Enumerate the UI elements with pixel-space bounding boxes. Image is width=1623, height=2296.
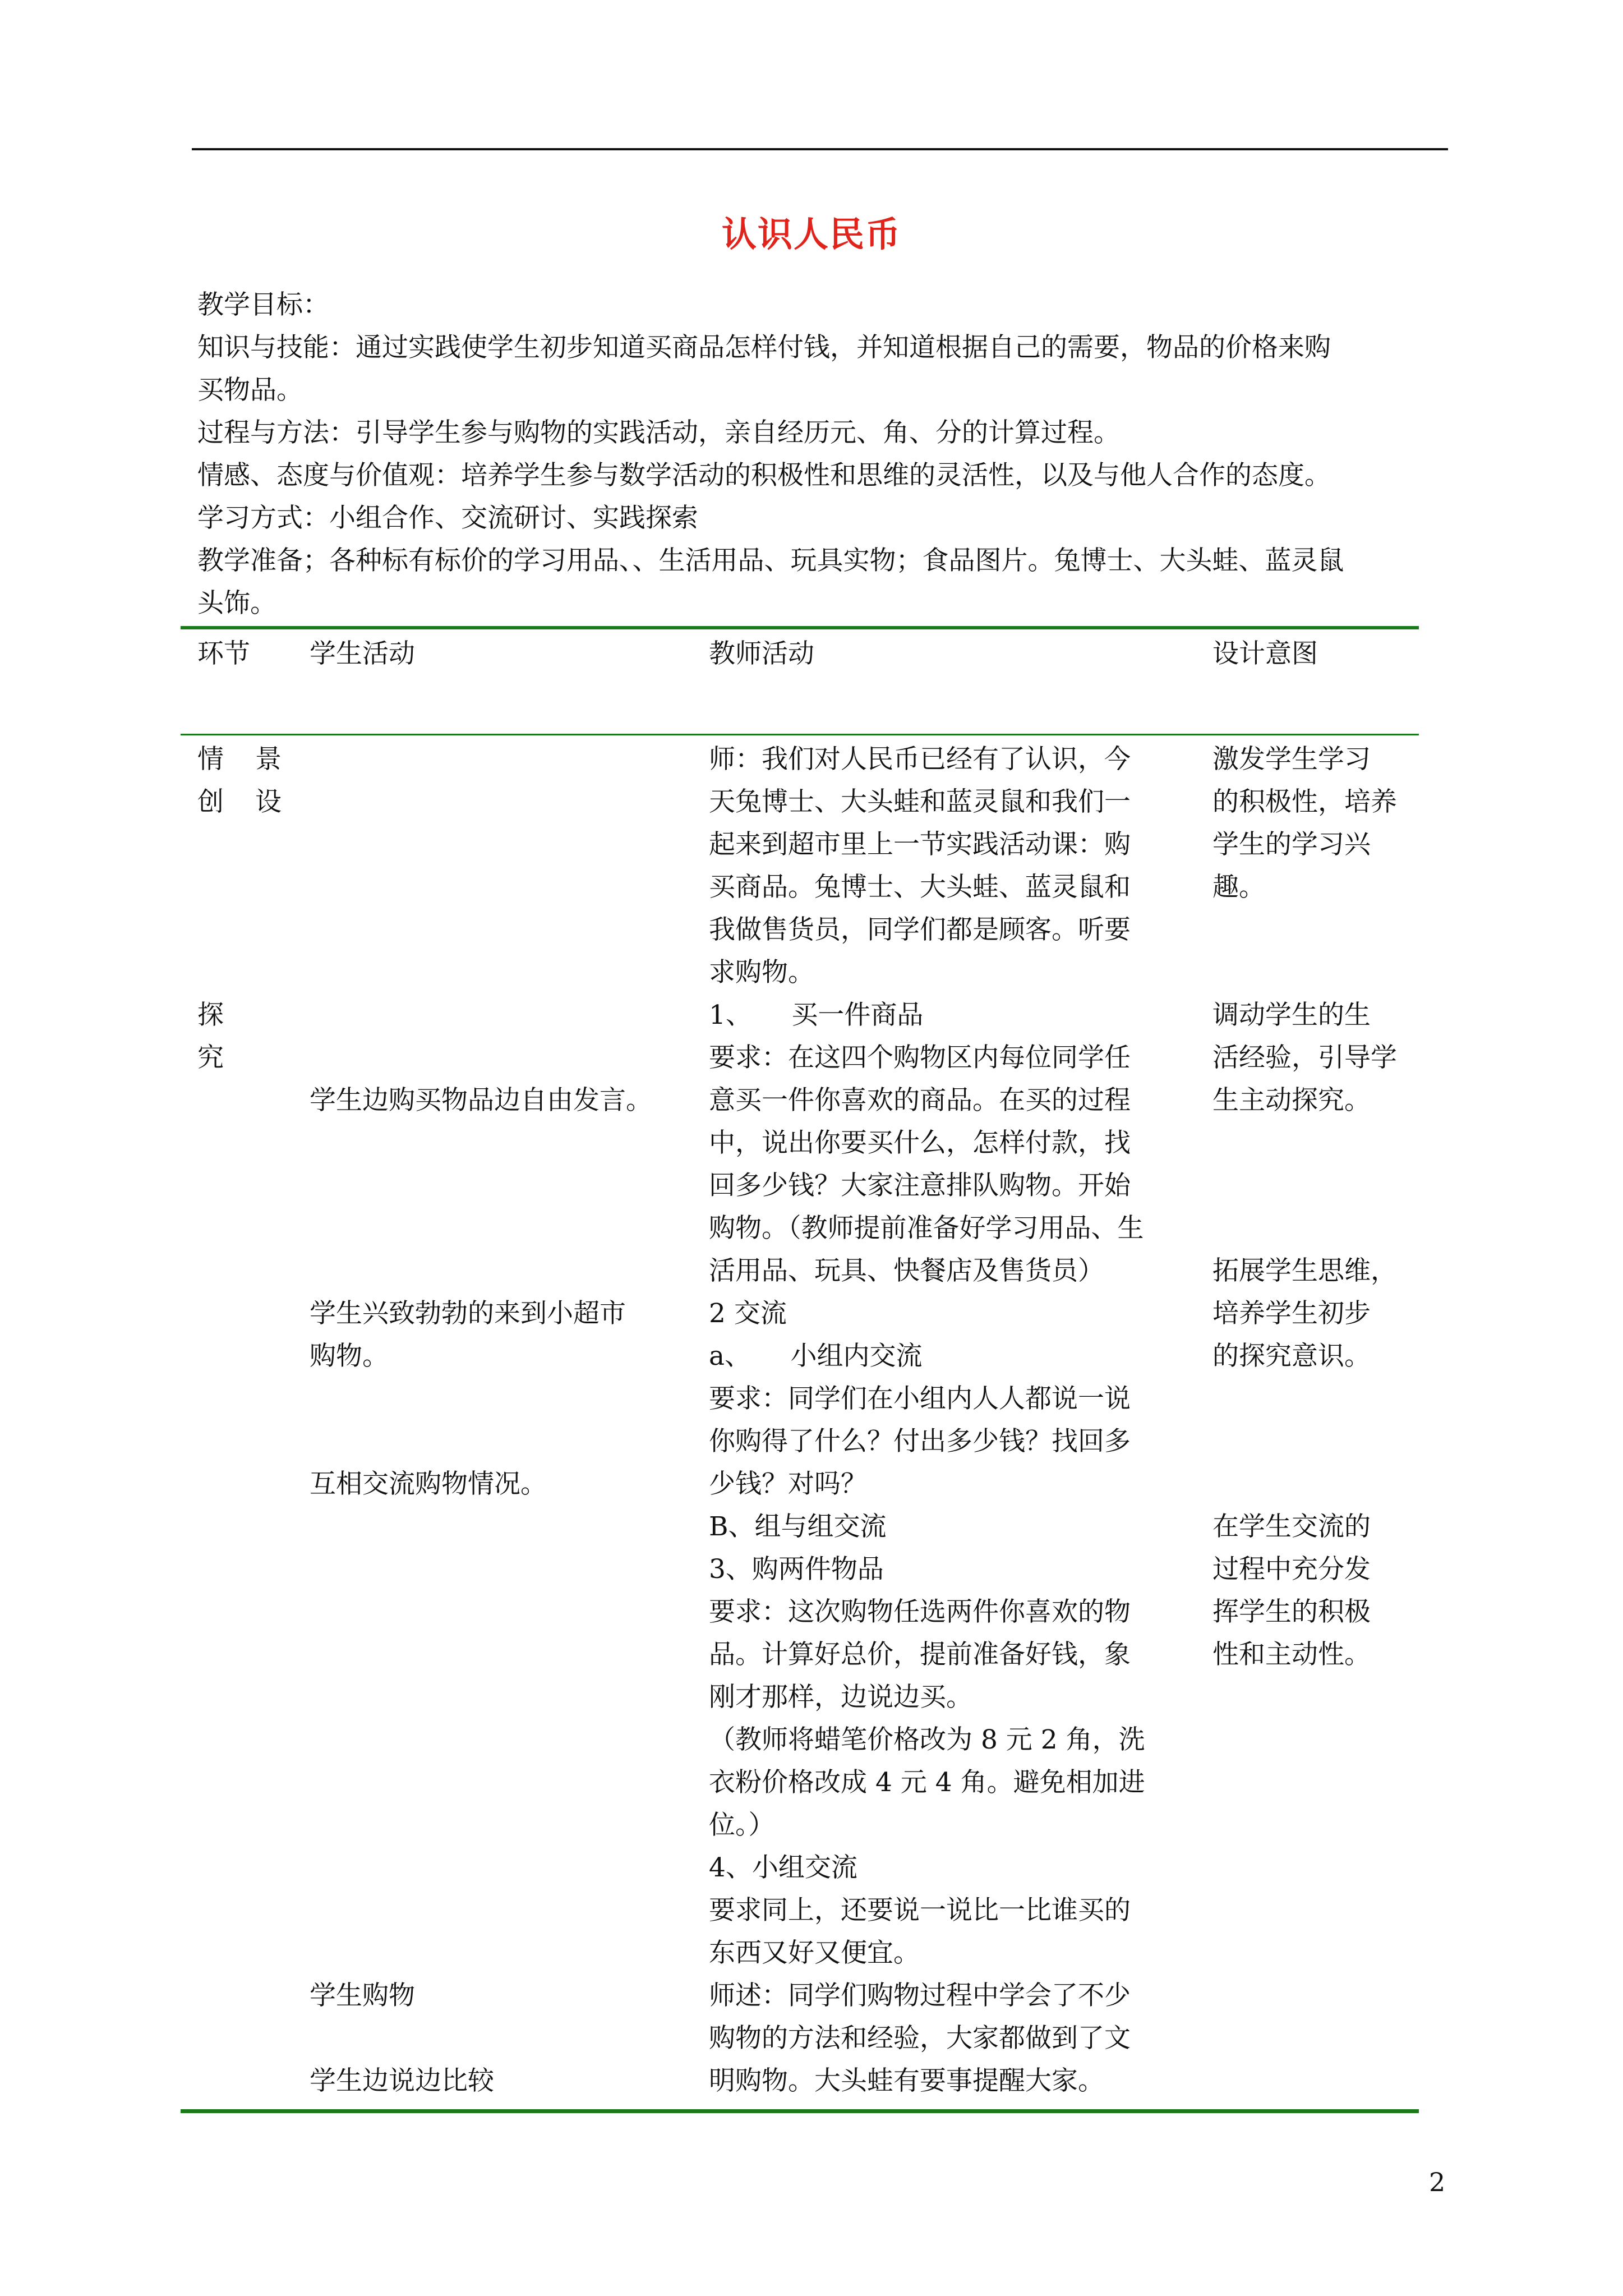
student-activity-line: 购物。 [310, 1341, 389, 1372]
student-activity [310, 1975, 702, 2017]
design-intent [1212, 738, 1409, 909]
design-intent-line: 拓展学生思维， [1212, 1255, 1397, 1286]
student-activity [310, 1463, 702, 1506]
design-intent [1212, 1250, 1409, 1378]
teacher-activity-line: 要求：这次购物任选两件你喜欢的物 [709, 1596, 1131, 1627]
teacher-activity-line: 你购得了什么？付出多少钱？找回多 [709, 1426, 1131, 1457]
intro-line: 过程与方法：引导学生参与购物的实践活动，亲自经历元、角、分的计算过程。 [197, 417, 1120, 448]
teacher-activity-line: 购物的方法和经验，大家都做到了文 [709, 2023, 1131, 2054]
stage-label: 创 设 [197, 786, 282, 817]
header-stage: 环节 [197, 638, 250, 669]
header-rule [192, 148, 1448, 150]
student-activity [310, 1292, 702, 1378]
design-intent-line: 生主动探究。 [1212, 1085, 1371, 1116]
stage-label: 情 景 [197, 744, 282, 775]
header-design-intent: 设计意图 [1212, 638, 1318, 669]
teacher-activity-line: （教师将蜡笔价格改为 8 元 2 角，洗 [709, 1724, 1145, 1755]
table-bottom-rule [181, 2109, 1419, 2113]
design-intent-line: 活经验，引导学 [1212, 1042, 1397, 1073]
design-intent-line: 激发学生学习 [1212, 744, 1371, 775]
table-header-rule [181, 734, 1419, 735]
intro-line: 知识与技能：通过实践使学生初步知道买商品怎样付钱，并知道根据自己的需要，物品的价格来购 [197, 332, 1331, 363]
teacher-activity-line: 要求：在这四个购物区内每位同学任 [709, 1042, 1131, 1073]
design-intent-line: 培养学生初步 [1212, 1298, 1371, 1329]
header-teacher-activity: 教师活动 [709, 638, 814, 669]
intro-line: 教学准备；各种标有标价的学习用品、、生活用品、玩具实物；食品图片。兔博士、大头蛙、蓝灵鼠 [197, 545, 1344, 576]
teacher-activity-line: 品。计算好总价，提前准备好钱，象 [709, 1639, 1131, 1670]
header-student-activity: 学生活动 [310, 638, 415, 669]
teacher-activity-line: 中，说出你要买什么，怎样付款，找 [709, 1128, 1131, 1158]
design-intent [1212, 1506, 1409, 1676]
design-intent-line: 调动学生的生 [1212, 1000, 1371, 1030]
design-intent-line: 性和主动性。 [1212, 1639, 1371, 1670]
teacher-activity-line: 我做售货员，同学们都是顾客。听要 [709, 914, 1131, 945]
teacher-activity-line: 起来到超市里上一节实践活动课：购 [709, 829, 1131, 860]
stage-label: 究 [197, 1042, 224, 1073]
teacher-activity-line: 活用品、玩具、快餐店及售货员） [709, 1255, 1104, 1286]
teacher-activity-line: 刚才那样，边说边买。 [709, 1682, 972, 1713]
stage-scenario [197, 738, 287, 823]
design-intent-line: 趣。 [1212, 872, 1265, 903]
student-activity-line: 学生边说边比较 [310, 2065, 494, 2096]
teacher-activity-line: 回多少钱？大家注意排队购物。开始 [709, 1170, 1131, 1201]
teacher-activity-line: 师述：同学们购物过程中学会了不少 [709, 1980, 1131, 2011]
teacher-activity-line: 买商品。兔博士、大头蛙、蓝灵鼠和 [709, 872, 1131, 903]
teacher-activity-line: a、 小组内交流 [709, 1341, 923, 1372]
teacher-activity-line: B、组与组交流 [709, 1511, 887, 1542]
teacher-activity-line: 2 交流 [709, 1298, 787, 1329]
intro-section [197, 284, 1448, 625]
student-activity [310, 1079, 702, 1122]
teacher-activity-line: 衣粉价格改成 4 元 4 角。避免相加进 [709, 1767, 1145, 1798]
student-activity-line: 学生兴致勃勃的来到小超市 [310, 1298, 626, 1329]
teacher-activity-line: 师：我们对人民币已经有了认识，今 [709, 744, 1131, 775]
table-top-rule [181, 626, 1419, 629]
design-intent-line: 在学生交流的 [1212, 1511, 1371, 1542]
design-intent-line: 学生的学习兴 [1212, 829, 1371, 860]
student-activity-line: 互相交流购物情况。 [310, 1469, 547, 1499]
design-intent-line: 的积极性，培养 [1212, 786, 1397, 817]
student-activity-line: 学生边购买物品边自由发言。 [310, 1085, 652, 1116]
intro-line: 情感、态度与价值观：培养学生参与数学活动的积极性和思维的灵活性，以及与他人合作的态度。 [197, 460, 1331, 491]
teacher-activity-line: 天兔博士、大头蛙和蓝灵鼠和我们一 [709, 786, 1131, 817]
teacher-activity-line: 意买一件你喜欢的商品。在买的过程 [709, 1085, 1131, 1116]
teacher-activity-line: 少钱？对吗？ [709, 1469, 867, 1499]
teacher-activity [709, 738, 1191, 2102]
intro-line: 学习方式：小组合作、交流研讨、实践探索 [197, 503, 698, 533]
page-number: 2 [1429, 2167, 1446, 2197]
design-intent-line: 的探究意识。 [1212, 1341, 1371, 1372]
teacher-activity-line: 要求：同学们在小组内人人都说一说 [709, 1383, 1131, 1414]
teacher-activity-line: 明购物。大头蛙有要事提醒大家。 [709, 2065, 1104, 2096]
teacher-activity-line: 购物。（教师提前准备好学习用品、生 [709, 1213, 1144, 1244]
teacher-activity-line: 东西又好又便宜。 [709, 1938, 920, 1968]
student-activity-line: 学生购物 [310, 1980, 415, 2011]
teacher-activity-line: 位。） [709, 1810, 775, 1841]
design-intent-line: 过程中充分发 [1212, 1554, 1371, 1585]
student-activity [310, 2060, 702, 2102]
intro-line: 教学目标： [197, 289, 329, 320]
stage-explore [197, 994, 287, 1079]
stage-label: 探 [197, 1000, 224, 1030]
teacher-activity-line: 3、购两件物品 [709, 1554, 884, 1585]
teacher-activity-line: 要求同上，还要说一说比一比谁买的 [709, 1895, 1131, 1926]
teacher-activity-line: 1、 买一件商品 [709, 1000, 924, 1030]
document-title: 认识人民币 [721, 214, 901, 255]
intro-line: 买物品。 [197, 375, 303, 406]
design-intent-line: 挥学生的积极 [1212, 1596, 1371, 1627]
teacher-activity-line: 求购物。 [709, 957, 814, 988]
intro-line: 头饰。 [197, 588, 276, 619]
teacher-activity-line: 4、小组交流 [709, 1852, 857, 1883]
design-intent [1212, 994, 1409, 1122]
